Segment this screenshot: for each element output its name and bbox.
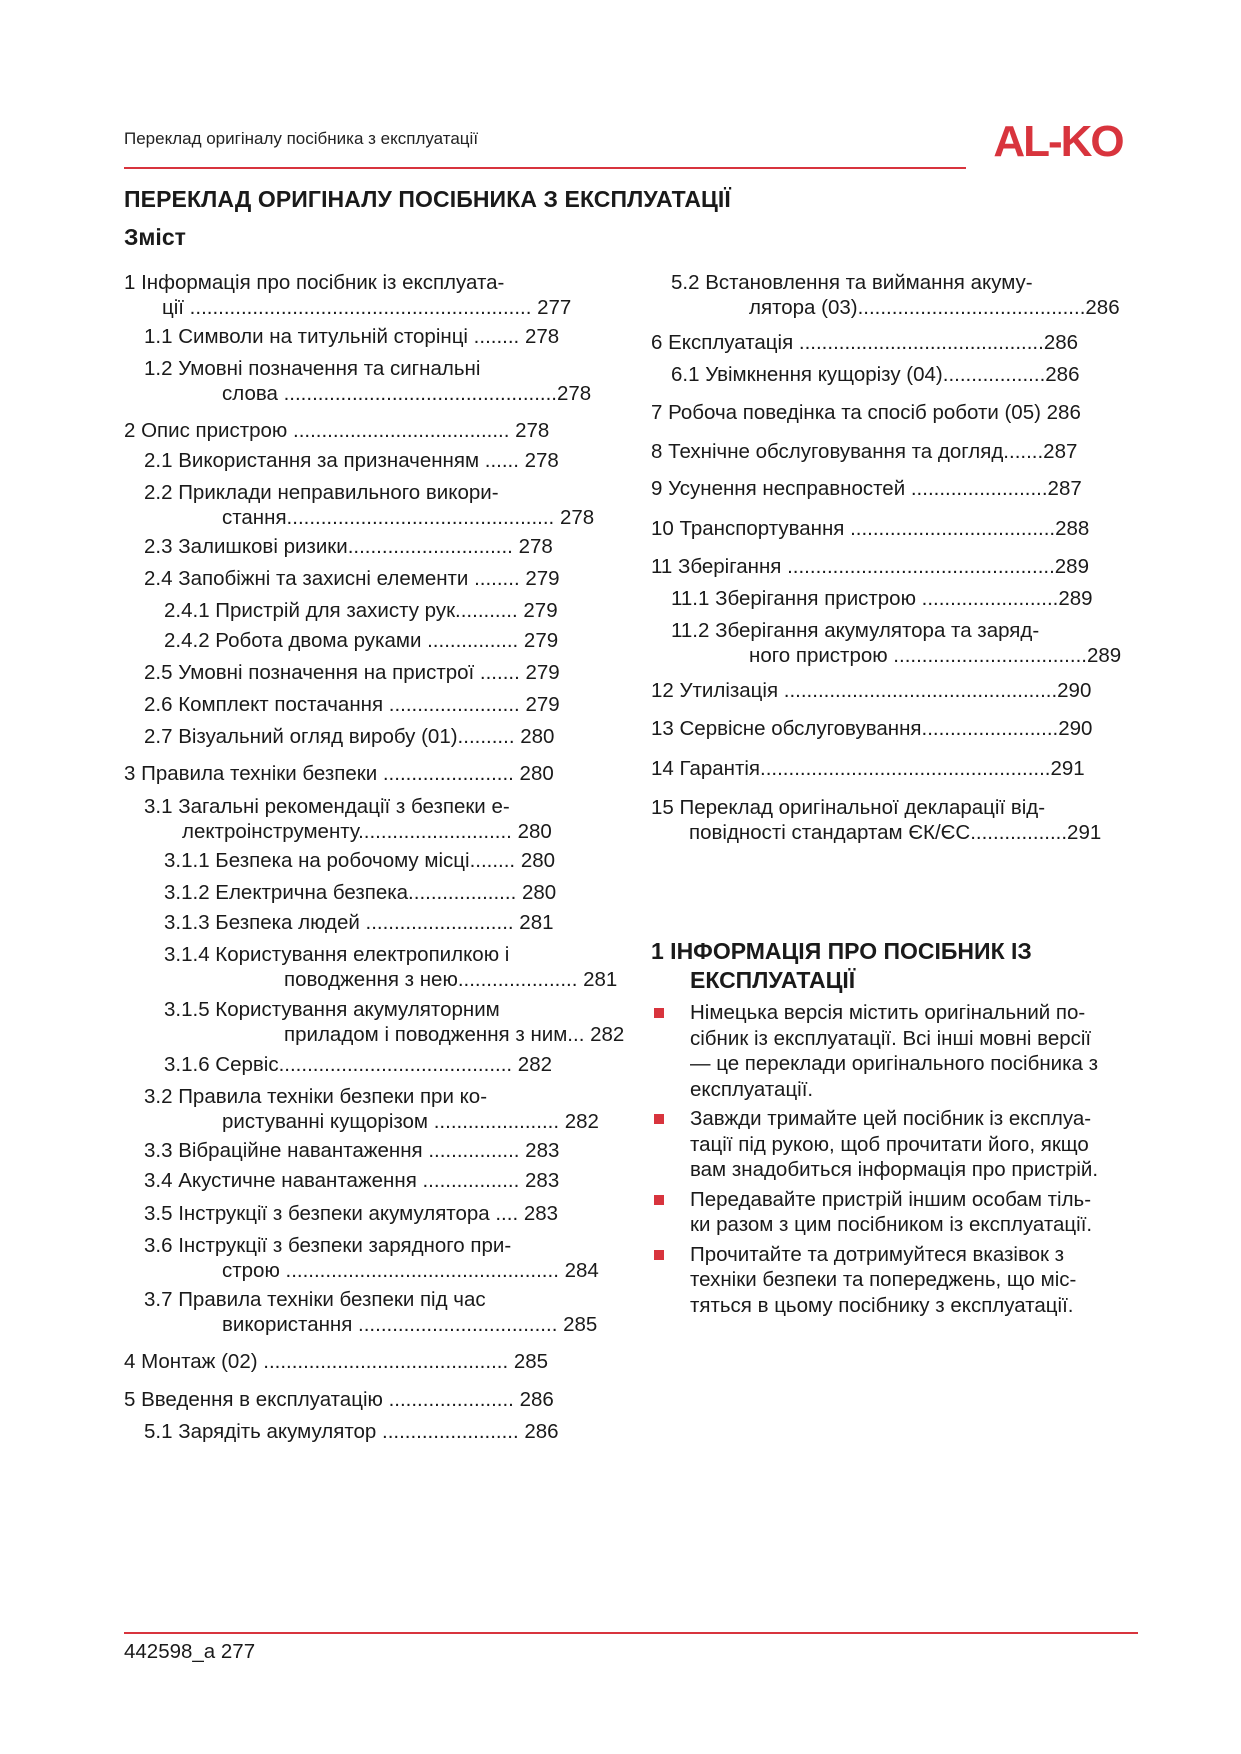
toc-entry-line1: 5.2 Встановлення та виймання акуму- (671, 271, 1033, 294)
toc-entry-line1: 3.1.5 Користування акумуляторним (164, 998, 500, 1021)
toc-entry[interactable] (124, 418, 549, 443)
toc-entry-line1: 3.1.2 Електрична безпека................... 280 (164, 881, 557, 904)
toc-entry-line2: строю ................................................ 284 (222, 1259, 599, 1282)
toc-entry[interactable] (124, 598, 558, 623)
footer-divider (124, 1632, 1138, 1634)
toc-entry-line1: 2.2 Приклади неправильного викори- (144, 481, 499, 504)
toc-entry-line2: ного пристрою ..................................289 (749, 644, 1122, 667)
toc-entry-line1: 3 Правила техніки безпеки ....................... 280 (124, 762, 554, 785)
toc-entry[interactable] (124, 628, 558, 653)
toc-entry-line1: 1.1 Символи на титульній сторінці ........ 278 (144, 325, 560, 348)
toc-entry-line1: 6.1 Увімкнення кущорізу (04)..................286 (671, 363, 1080, 386)
bullet-text-line: Прочитайте та дотримуйтеся вказівок з (690, 1242, 1065, 1266)
toc-entry[interactable] (124, 794, 552, 844)
toc-entry-line2: лектроінструменту........................... 280 (182, 820, 552, 843)
toc-entry[interactable] (124, 1387, 554, 1412)
section-1-heading-line1: 1 ІНФОРМАЦІЯ ПРО ПОСІБНИК ІЗ (651, 938, 1032, 964)
header-divider (124, 167, 966, 169)
toc-entry-line1: 3.1.4 Користування електропилкою і (164, 943, 510, 966)
toc-entry-line1: 7 Робоча поведінка та спосіб роботи (05) 286 (651, 401, 1081, 424)
toc-entry-line1: 11 Зберігання ...............................................289 (651, 555, 1089, 578)
toc-entry-line1: 8 Технічне обслуговування та догляд.......287 (651, 440, 1078, 463)
section-1-heading-line2: ЕКСПЛУАТАЦІЇ (690, 967, 856, 993)
toc-entry-line1: 3.1.6 Сервіс......................................... 282 (164, 1053, 553, 1076)
toc-entry-line1: 2.4.2 Робота двома руками ................ 279 (164, 629, 559, 652)
toc-entry[interactable] (124, 1168, 559, 1193)
toc-entry-line1: 11.2 Зберігання акумулятора та заряд- (671, 619, 1040, 642)
bullet-text-line: — це переклади оригінального посібника з (690, 1052, 1099, 1075)
toc-entry-line2: стання............................................... 278 (222, 506, 595, 529)
toc-entry[interactable] (651, 400, 1081, 425)
toc-entry[interactable] (124, 566, 560, 591)
toc-entry-line1: 3.1.1 Безпека на робочому місці........ 280 (164, 849, 556, 872)
bullet-text-line: Німецька версія містить оригінальний по- (690, 1001, 1086, 1024)
toc-entry[interactable] (651, 362, 1079, 387)
bullet-square-icon (654, 1114, 664, 1124)
toc-entry-line1: 2.6 Комплект постачання ....................... 279 (144, 693, 560, 716)
toc-entry[interactable] (124, 692, 560, 717)
toc-entry-line1: 11.1 Зберігання пристрою ........................289 (671, 587, 1093, 610)
toc-entry[interactable] (124, 448, 559, 473)
toc-entry[interactable] (124, 660, 560, 685)
toc-entry[interactable] (124, 1201, 558, 1226)
toc-entry[interactable] (651, 330, 1078, 355)
toc-entry-line1: 3.6 Інструкції з безпеки зарядного при- (144, 1234, 512, 1257)
toc-entry-line2: повідності стандартам ЄК/ЄС.................291 (689, 821, 1102, 844)
toc-entry-line1: 2.3 Залишкові ризики............................. 278 (144, 535, 553, 558)
bullet-item (651, 1242, 1141, 1319)
toc-entry-line2: приладом і поводження з ним... 282 (284, 1023, 625, 1046)
toc-entry-line1: 2 Опис пристрою ...................................... 278 (124, 419, 550, 442)
toc-entry[interactable] (124, 480, 594, 530)
bullet-text-line: техніки безпеки та попереджень, що міс- (690, 1268, 1077, 1291)
toc-entry-line1: 2.7 Візуальний огляд виробу (01).......... 280 (144, 725, 555, 748)
toc-entry-line1: 12 Утилізація ................................................290 (651, 679, 1092, 702)
toc-entry-line1: 5 Введення в експлуатацію ...................... 286 (124, 1388, 554, 1411)
toc-entry-line1: 2.4.1 Пристрій для захисту рук........... 279 (164, 599, 558, 622)
toc-entry-line1: 2.5 Умовні позначення на пристрої ....... 279 (144, 661, 560, 684)
toc-entry[interactable] (651, 756, 1085, 781)
toc-entry-line2: використання ................................... 285 (222, 1313, 598, 1336)
toc-entry-line1: 6 Експлуатація ...........................................286 (651, 331, 1079, 354)
toc-entry[interactable] (124, 1419, 559, 1444)
toc-entry[interactable] (651, 586, 1093, 611)
toc-entry[interactable] (651, 795, 1101, 845)
bullet-text-line: ки разом з цим посібником із експлуатації. (690, 1213, 1093, 1236)
toc-entry[interactable] (651, 476, 1082, 501)
bullet-square-icon (654, 1250, 664, 1260)
page-title: ПЕРЕКЛАД ОРИГІНАЛУ ПОСІБНИКА З ЕКСПЛУАТАЦІЇ (124, 186, 731, 212)
toc-entry[interactable] (651, 516, 1089, 541)
toc-entry-line2: ристуванні кущорізом ...................... 282 (222, 1110, 599, 1133)
bullet-text-line: Завжди тримайте цей посібник із експлуа- (690, 1107, 1092, 1130)
toc-entry[interactable] (124, 724, 554, 749)
section-1-bullet-list (651, 1000, 1141, 1322)
toc-entry-line1: 3.2 Правила техніки безпеки при ко- (144, 1085, 488, 1108)
bullet-text-line: вам знадобиться інформація про пристрій. (690, 1158, 1099, 1181)
toc-entry-line1: 3.5 Інструкції з безпеки акумулятора .... 283 (144, 1202, 559, 1225)
section-1-heading (651, 937, 1032, 995)
toc-entry-line1: 1 Інформація про посібник із експлуата- (124, 271, 505, 294)
toc-entry[interactable] (124, 848, 555, 873)
toc-entry[interactable] (124, 1233, 599, 1283)
bullet-item (651, 1187, 1141, 1238)
logo-text: AL-KO (993, 117, 1123, 164)
bullet-square-icon (654, 1008, 664, 1018)
toc-entry[interactable] (651, 716, 1092, 741)
toc-entry[interactable] (124, 1138, 559, 1163)
toc-entry-line1: 3.3 Вібраційне навантаження ................ 283 (144, 1139, 560, 1162)
toc-entry-line1: 9 Усунення несправностей ........................287 (651, 477, 1082, 500)
toc-entry[interactable] (651, 678, 1091, 703)
toc-entry-line1: 3.1.3 Безпека людей .......................... 281 (164, 911, 554, 934)
toc-entry[interactable] (124, 880, 556, 905)
toc-entry[interactable] (124, 1287, 597, 1337)
alko-logo (976, 116, 1140, 164)
toc-entry-line2: поводження з нею..................... 281 (284, 968, 618, 991)
toc-entry-line1: 3.4 Акустичне навантаження ................. 283 (144, 1169, 560, 1192)
toc-entry-line1: 3.7 Правила техніки безпеки під час (144, 1288, 486, 1311)
toc-entry-line1: 13 Сервісне обслуговування........................290 (651, 717, 1093, 740)
toc-entry-line1: 2.4 Запобіжні та захисні елементи ........ 279 (144, 567, 560, 590)
footer-page-number: 442598_a 277 (124, 1640, 256, 1663)
toc-entry-line2: слова ................................................278 (222, 382, 592, 405)
toc-entry-line1: 1.2 Умовні позначення та сигнальні (144, 357, 481, 380)
toc-entry-line1: 14 Гарантія...................................................291 (651, 757, 1085, 780)
bullet-item (651, 1106, 1141, 1183)
bullet-text-line: сібник із експлуатації. Всі інші мовні версії (690, 1026, 1092, 1050)
toc-entry[interactable] (124, 1349, 548, 1374)
toc-entry-line1: 10 Транспортування ....................................288 (651, 517, 1090, 540)
toc-entry[interactable] (651, 439, 1077, 464)
toc-entry[interactable] (124, 910, 554, 935)
toc-entry-line1: 15 Переклад оригінальної декларації від- (651, 796, 1046, 819)
toc-entry[interactable] (124, 942, 617, 992)
toc-entry[interactable] (124, 324, 559, 349)
toc-entry-line1: 2.1 Використання за призначенням ...... 278 (144, 449, 559, 472)
toc-entry-line2: ції ............................................................ 277 (162, 296, 572, 319)
toc-entry[interactable] (651, 554, 1089, 579)
toc-entry-line1: 4 Монтаж (02) ........................................... 285 (124, 1350, 549, 1373)
toc-entry[interactable] (124, 1052, 552, 1077)
toc-entry[interactable] (124, 534, 553, 559)
bullet-text-line: тації під рукою, щоб прочитати його, якщо (690, 1132, 1089, 1156)
running-header: Переклад оригіналу посібника з експлуатації (124, 129, 479, 148)
bullet-square-icon (654, 1195, 664, 1205)
toc-entry[interactable] (124, 997, 624, 1047)
toc-entry-line1: 3.1 Загальні рекомендації з безпеки е- (144, 795, 510, 818)
bullet-text-line: тяться в цьому посібнику з експлуатації. (690, 1293, 1074, 1317)
toc-entry[interactable] (651, 618, 1121, 668)
bullet-item (651, 1000, 1141, 1102)
toc-entry-line1: 5.1 Зарядіть акумулятор ........................ 286 (144, 1420, 559, 1443)
toc-entry-line2: лятора (03)........................................286 (749, 296, 1120, 319)
bullet-text-line: Передавайте пристрій іншим особам тіль- (690, 1187, 1092, 1211)
toc-heading: Зміст (124, 224, 186, 250)
toc-entry[interactable] (124, 356, 591, 406)
toc-entry[interactable] (124, 761, 554, 786)
bullet-text-line: експлуатації. (690, 1077, 814, 1101)
toc-entry[interactable] (124, 270, 571, 320)
toc-entry[interactable] (124, 1084, 599, 1134)
toc-entry[interactable] (651, 270, 1120, 320)
